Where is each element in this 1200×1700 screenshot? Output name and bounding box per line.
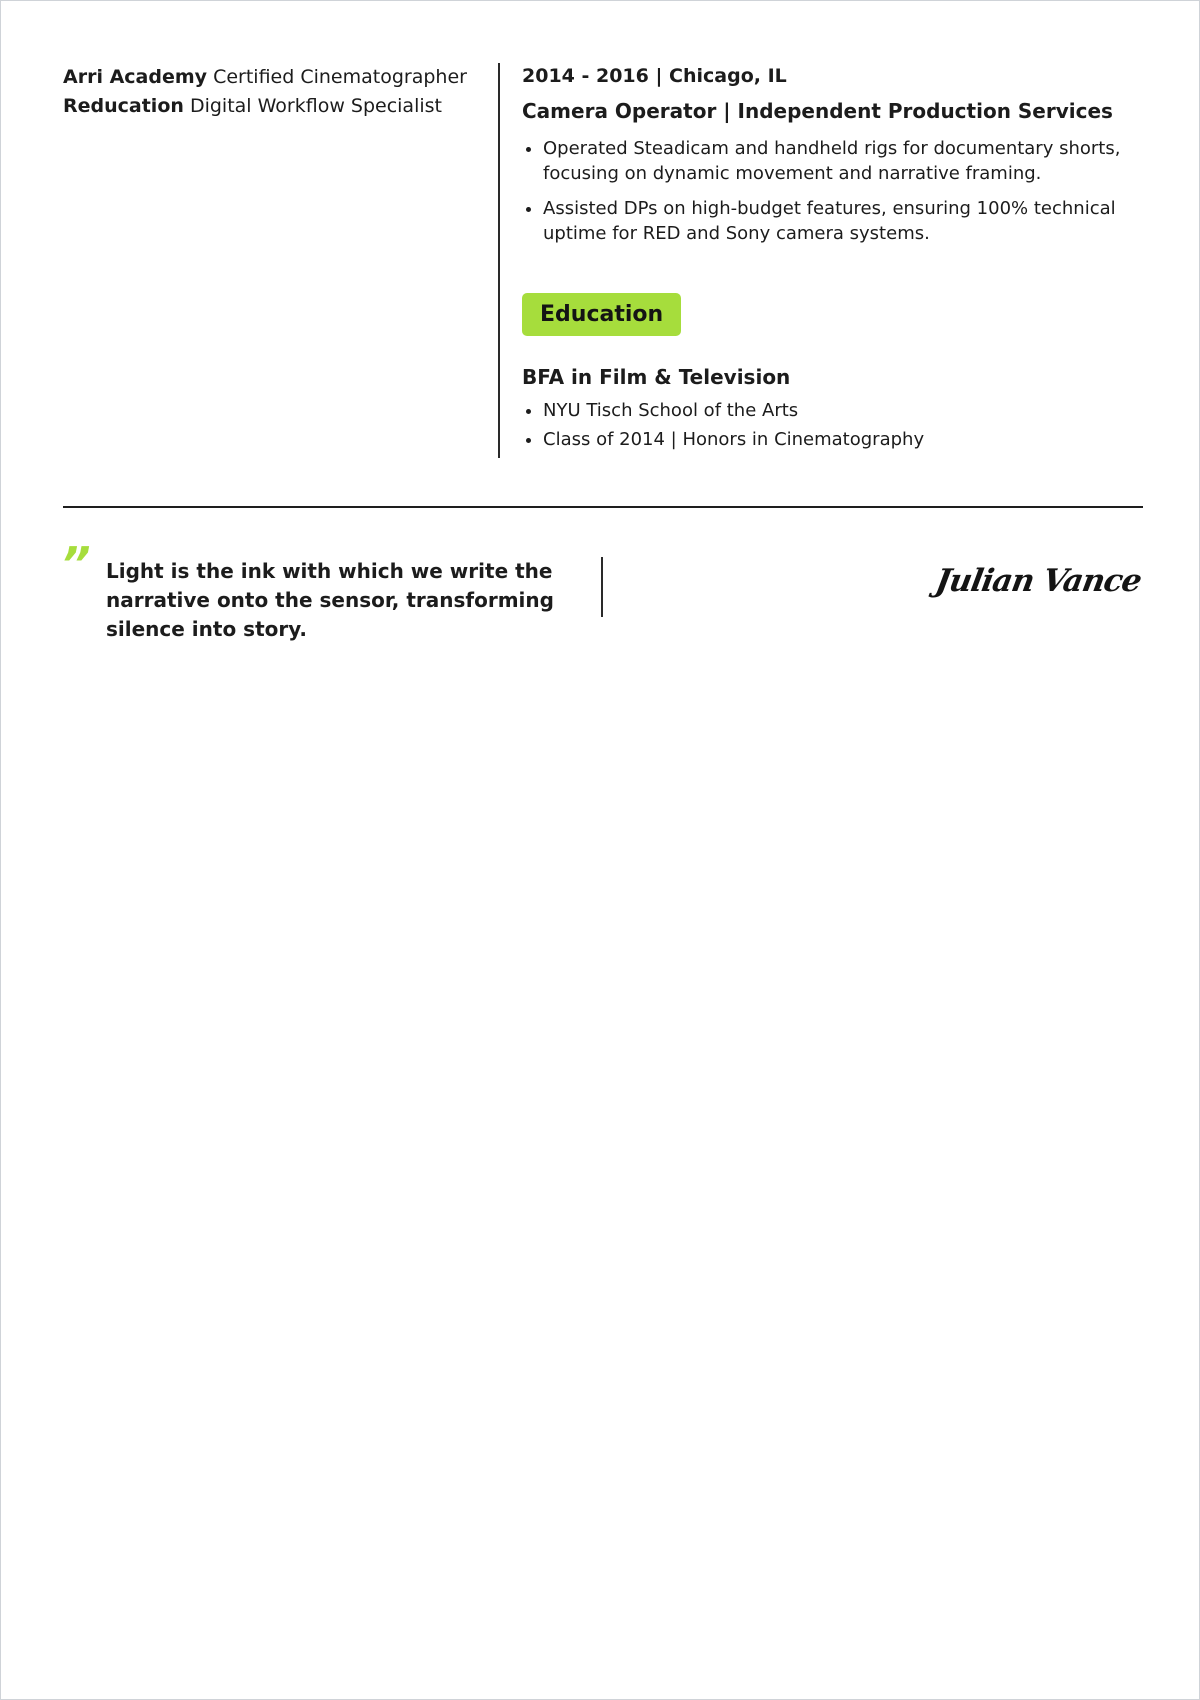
education-heading-badge: Education xyxy=(522,293,681,336)
degree-title: BFA in Film & Television xyxy=(522,365,791,389)
credential-item xyxy=(63,63,483,92)
signature: Julian Vance xyxy=(933,563,1145,599)
job-bullet-list xyxy=(522,136,1142,246)
education-list xyxy=(522,398,1142,452)
credential-title: Digital Workflow Specialist xyxy=(189,95,442,117)
quote-mark-icon: ” xyxy=(61,537,91,591)
quote-text: Light is the ink with which we write the narrative onto the sensor, transforming silence into story. xyxy=(106,559,554,641)
job-title: Camera Operator | Independent Production Services xyxy=(522,99,1113,123)
section-divider xyxy=(63,506,1143,508)
job-bullet: • Assisted DPs on high-budget features, ensuring 100% technical uptime for RED and Sony camera systems. xyxy=(543,196,1142,246)
education-item: • Class of 2014 | Honors in Cinematography xyxy=(543,427,1142,452)
credential-item xyxy=(63,92,483,121)
main-column xyxy=(522,63,1142,456)
quote-divider xyxy=(601,557,603,617)
column-divider xyxy=(498,63,500,458)
credential-title: Certified Cinematographer xyxy=(213,66,467,88)
credential-org: Reducation xyxy=(63,95,184,117)
job-meta: 2014 - 2016 | Chicago, IL xyxy=(522,65,787,87)
education-item: • NYU Tisch School of the Arts xyxy=(543,398,1142,423)
credential-org: Arri Academy xyxy=(63,66,208,88)
credentials-column xyxy=(63,63,483,121)
job-bullet: • Operated Steadicam and handheld rigs for documentary shorts, focusing on dynamic movement and narrative framing. xyxy=(543,136,1142,186)
